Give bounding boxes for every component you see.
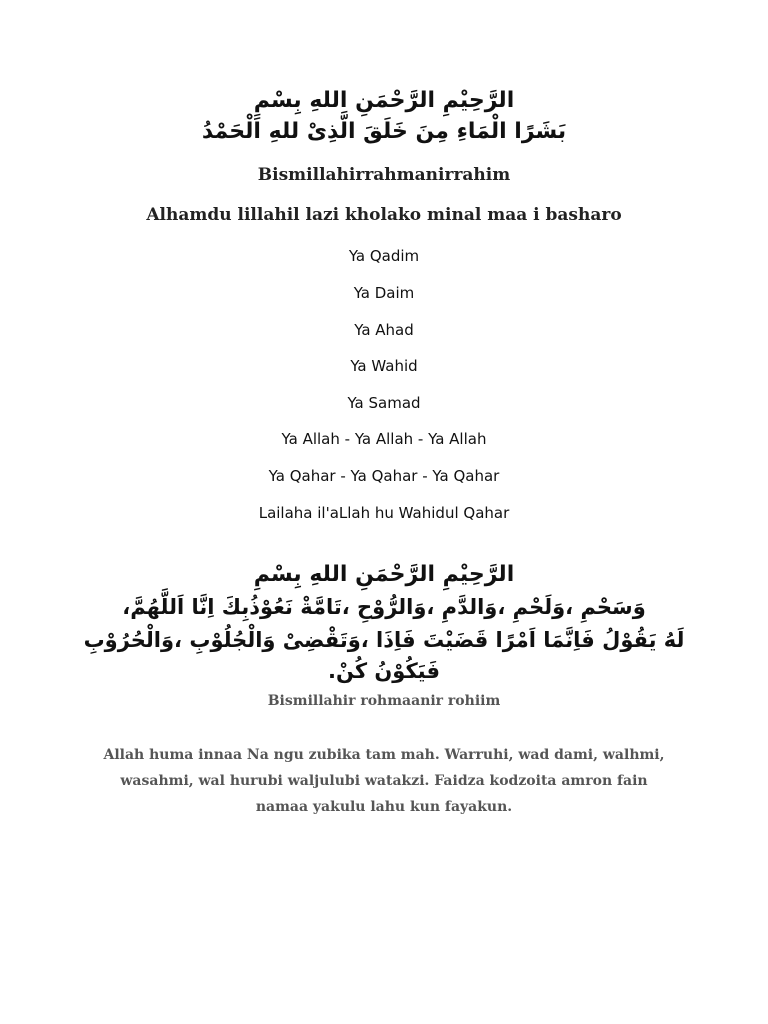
paragraph-line: Allah huma innaa Na ngu zubika tam mah. Warruhi, wad dami, walhmi, (103, 747, 665, 763)
arabic-prayer-line-2: لَهُ يَقُوْلُ فَاِنَّمَا اَمْرًا قَضَيْتَ فَاِذَا ،وَتَقْضِىْ وَالْجُلُوْبِ ،وَالْحُرُوْبِ (83, 628, 685, 652)
name-line: Ya Daim (353, 284, 415, 302)
arabic-prayer-block (0, 560, 768, 686)
paragraph-line: wasahmi, wal hurubi waljulubi watakzi. Faidza kodzoita amron fain (120, 773, 648, 789)
arabic-basmala-2: الرَّحِيْمِ الرَّحْمَنِ اللهِ بِسْمِ (253, 562, 515, 587)
name-line: Ya Samad (347, 394, 421, 412)
name-line: Ya Ahad (354, 321, 414, 339)
arabic-basmala: الرَّحِيْمِ الرَّحْمَنِ اللهِ بِسْمِ (253, 88, 515, 113)
name-line: Lailaha il'aLlah hu Wahidul Qahar (258, 504, 510, 522)
name-line: Ya Qadim (348, 247, 420, 265)
bismillah-transliteration: Bismillahirrahmanirrahim (257, 165, 511, 185)
arabic-hamdalah: بَشَرًا الْمَاءِ مِنَ خَلَقَ الَّذِىْ للهِ اَلْحَمْدُ (201, 119, 567, 144)
arabic-heading-1 (0, 86, 768, 148)
arabic-prayer-line-1: وَسَحْمِ ،وَلَحْمِ ،وَالدَّمِ ،وَالرُّوْحِ ،تَامَّةْ نَعُوْذُبِكَ اِنَّا اَللَّهُمَّ، (122, 595, 646, 619)
arabic-prayer-line-3: فَيَكُوْنُ كُنْ. (327, 659, 441, 683)
paragraph-line: namaa yakulu lahu kun fayakun. (255, 799, 513, 815)
names-list (0, 246, 768, 523)
bismillah-transliteration-2: Bismillahir rohmaanir rohiim (267, 693, 501, 709)
transliteration-title-2 (0, 691, 768, 711)
name-line: Ya Qahar - Ya Qahar - Ya Qahar (268, 467, 500, 485)
name-line: Ya Allah - Ya Allah - Ya Allah (281, 430, 487, 448)
name-line: Ya Wahid (350, 357, 418, 375)
transliteration-title-1 (0, 164, 768, 186)
prayer-paragraph (0, 742, 768, 820)
transliteration-line-1 (0, 204, 768, 226)
alhamdu-transliteration: Alhamdu lillahil lazi kholako minal maa i basharo (146, 205, 622, 225)
